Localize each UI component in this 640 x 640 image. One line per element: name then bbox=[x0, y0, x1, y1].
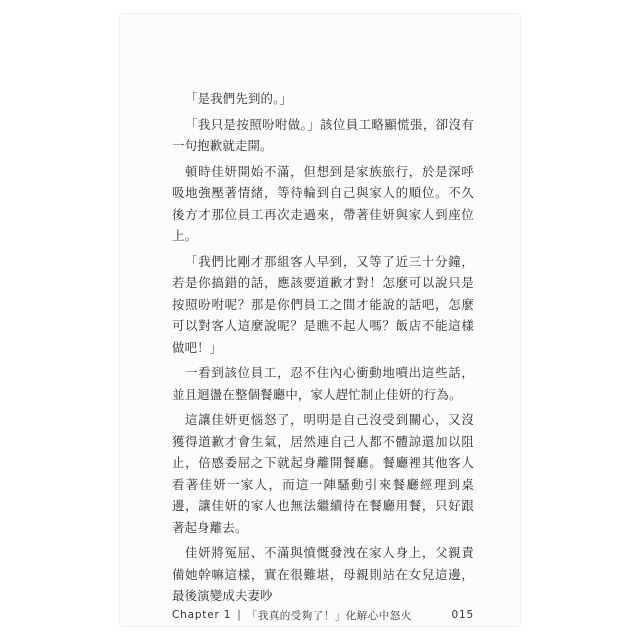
page-footer bbox=[172, 607, 474, 623]
footer-divider: | bbox=[237, 609, 241, 621]
chapter-title: 「我真的受夠了！」化解心中怒火 bbox=[246, 609, 412, 622]
paragraph: 佳妍將冤屈、不滿與憤慨發洩在家人身上，父親責備她幹嘛這樣，實在很難堪，母親則站在女兒這邊，最後演變成夫妻吵 bbox=[172, 545, 474, 603]
paragraph: 頓時佳妍開始不滿，但想到是家族旅行，於是深呼吸地強壓著情緒，等待輪到自己與家人的順位。不久後方才那位員工再次走過來，帶著佳妍與家人到座位上。 bbox=[172, 163, 474, 243]
paragraph: 「是我們先到的。」 bbox=[185, 91, 293, 106]
body-text bbox=[172, 88, 474, 611]
page-number: 015 bbox=[451, 609, 474, 621]
book-page bbox=[120, 14, 520, 626]
paragraph: 這讓佳妍更惱怒了，明明是自己沒受到關心，又沒獲得道歉才會生氣，居然連自己人都不體諒還加以阻止，倍感委屈之下就起身離開餐廳。餐廳裡其他客人看著佳妍一家人，而這一陣騷動引來餐廳經理到桌邊，讓佳妍的家人也無法繼續待在餐廳用餐，只好跟著起身離去。 bbox=[172, 412, 474, 535]
paragraph: 一看到該位員工，忍不住內心衝動地噴出這些話，並且迴盪在整個餐廳中，家人趕忙制止佳妍的行為。 bbox=[172, 365, 474, 402]
chapter-label: Chapter 1 bbox=[172, 609, 232, 621]
paragraph: 「我只是按照吩咐做。」該位員工略顯慌張，卻沒有一句抱歉就走開。 bbox=[172, 116, 474, 153]
paragraph: 「我們比剛才那組客人早到，又等了近三十分鐘，若是你搞錯的話，應該要道歉才對！怎麼可以說只是按照吩咐呢？那是你們員工之間才能說的話吧，怎麼可以對客人這麼說呢？是瞧不起人嗎？飯店不能這樣做吧！」 bbox=[172, 253, 474, 355]
